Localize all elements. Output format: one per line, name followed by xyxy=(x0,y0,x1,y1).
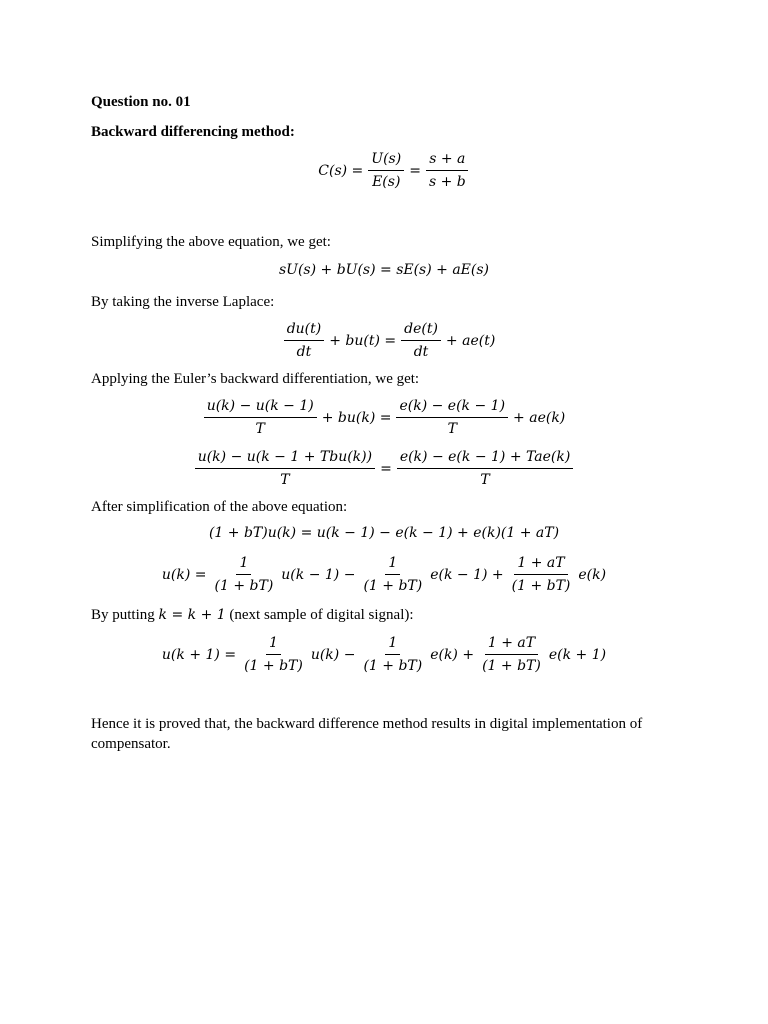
eq-text: e(k) + xyxy=(430,646,475,663)
paragraph-putting xyxy=(91,605,414,625)
method-heading: Backward differencing method: xyxy=(91,124,295,140)
fraction xyxy=(479,634,544,675)
fraction-denominator: T xyxy=(255,421,265,437)
eq-text: u(k − 1) − xyxy=(281,566,356,583)
fraction-denominator: (1 + bT) xyxy=(214,578,274,594)
fraction-numerator: 1 xyxy=(266,634,281,655)
eq-text: u(k + 1) = xyxy=(161,646,237,663)
paragraph-euler: Applying the Euler’s backward differentiation, we get: xyxy=(91,371,420,387)
fraction xyxy=(212,554,277,595)
fraction-numerator: 1 xyxy=(385,634,400,655)
fraction-numerator: 1 xyxy=(236,554,251,575)
fraction-numerator: 1 + aT xyxy=(514,554,567,575)
text-run: By putting xyxy=(91,607,159,623)
fraction xyxy=(397,448,573,489)
eq-text: C(s) = xyxy=(318,162,364,179)
eq-text: = xyxy=(409,162,421,179)
fraction-numerator: e(k) − e(k − 1) xyxy=(396,397,508,418)
fraction xyxy=(401,320,441,361)
eq-text: u(k) − xyxy=(310,646,356,663)
fraction-denominator: (1 + bT) xyxy=(244,658,303,674)
eq-text: + bu(k) = xyxy=(321,409,392,426)
fraction xyxy=(426,150,469,191)
fraction-numerator: U(s) xyxy=(368,150,404,171)
question-heading: Question no. 01 xyxy=(91,94,191,110)
fraction-denominator: T xyxy=(447,421,457,437)
equation-uk-plus-1 xyxy=(0,634,768,675)
fraction-denominator: s + b xyxy=(428,174,466,190)
fraction-numerator: u(k) − u(k − 1 + Tbu(k)) xyxy=(195,448,375,469)
equation-euler-backward xyxy=(0,397,768,438)
fraction-numerator: 1 + aT xyxy=(485,634,538,655)
fraction xyxy=(204,397,317,438)
fraction-numerator: u(k) − u(k − 1) xyxy=(204,397,317,418)
paragraph-conclusion: Hence it is proved that, the backward difference method results in digital implementation of compensator. xyxy=(91,716,643,752)
eq-text: e(k − 1) + xyxy=(430,566,504,583)
fraction-numerator: e(k) − e(k − 1) + Tae(k) xyxy=(397,448,573,469)
fraction-denominator: dt xyxy=(413,344,429,360)
fraction xyxy=(241,634,306,675)
equation-uk xyxy=(0,554,768,595)
inline-math: k = k + 1 xyxy=(158,607,226,623)
text-run: (next sample of digital signal): xyxy=(225,607,414,623)
paragraph-simplify: Simplifying the above equation, we get: xyxy=(91,234,331,250)
paragraph-after-simplification: After simplification of the above equation: xyxy=(91,499,348,515)
equation-euler-combined xyxy=(0,448,768,489)
fraction-denominator: (1 + bT) xyxy=(511,578,571,594)
fraction-denominator: dt xyxy=(296,344,312,360)
fraction-denominator: T xyxy=(480,472,490,488)
eq-text: + ae(t) xyxy=(445,332,496,349)
fraction xyxy=(284,320,325,361)
fraction-numerator: 1 xyxy=(385,554,400,575)
eq-text: e(k) xyxy=(578,566,607,583)
fraction xyxy=(360,554,425,595)
equation-transfer-function xyxy=(0,150,768,191)
paragraph-laplace: By taking the inverse Laplace: xyxy=(91,294,275,310)
fraction xyxy=(368,150,404,191)
eq-text: sU(s) + bU(s) = sE(s) + aE(s) xyxy=(278,262,490,278)
fraction-denominator: (1 + bT) xyxy=(363,578,423,594)
fraction-numerator: du(t) xyxy=(284,320,325,341)
equation-expanded xyxy=(0,525,768,541)
equation-simplified xyxy=(0,262,768,278)
equation-differential xyxy=(0,320,768,361)
fraction-numerator: de(t) xyxy=(401,320,441,341)
eq-text: + ae(k) xyxy=(513,409,566,426)
fraction-numerator: s + a xyxy=(426,150,468,171)
fraction-denominator: E(s) xyxy=(372,174,401,190)
fraction xyxy=(195,448,375,489)
eq-text: (1 + bT)u(k) = u(k − 1) − e(k − 1) + e(k)(1 + aT) xyxy=(208,525,560,541)
fraction-denominator: (1 + bT) xyxy=(482,658,541,674)
eq-text: u(k) = xyxy=(161,566,207,583)
eq-text: = xyxy=(380,460,392,477)
eq-text: + bu(t) = xyxy=(329,332,397,349)
fraction-denominator: T xyxy=(280,472,290,488)
fraction xyxy=(360,634,425,675)
fraction xyxy=(396,397,508,438)
fraction xyxy=(509,554,574,595)
eq-text: e(k + 1) xyxy=(548,646,607,663)
fraction-denominator: (1 + bT) xyxy=(363,658,423,674)
